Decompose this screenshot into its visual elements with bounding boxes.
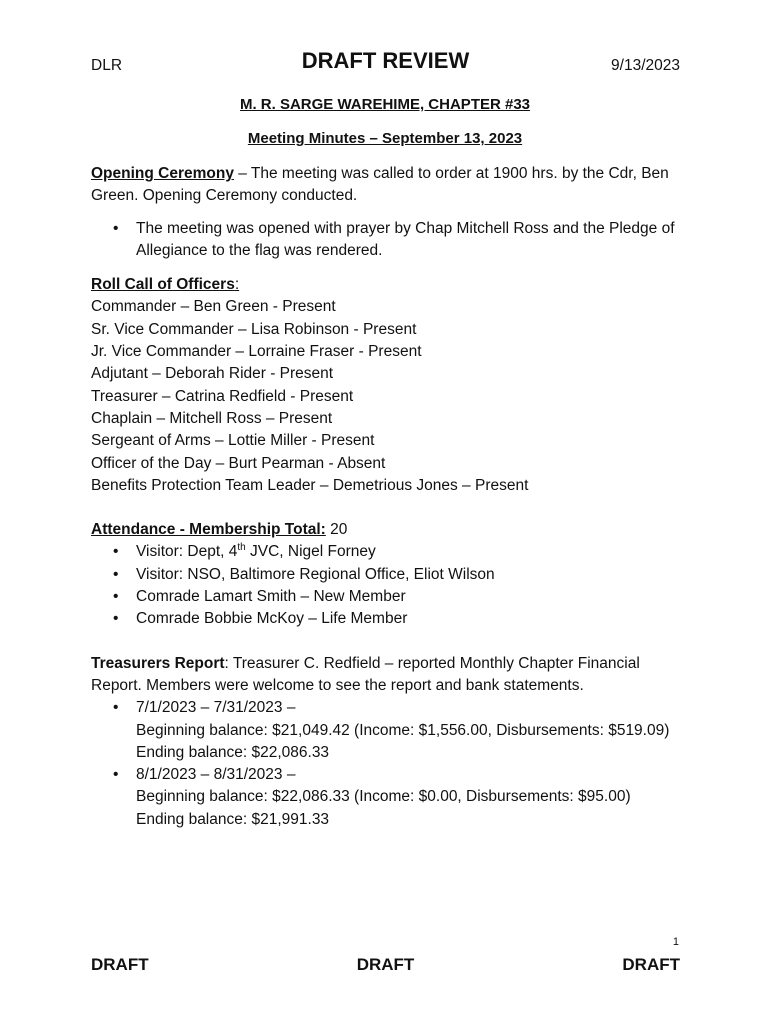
footer-draft-center: DRAFT [356,955,415,974]
roll-call-colon: : [234,276,240,294]
list-item [91,697,681,764]
officer-line: Benefits Protection Team Leader – Demetrious Jones – Present [91,476,529,494]
beginning-balance: Beginning balance: $22,086.33 (Income: $0.00, Disbursements: $95.00) [136,788,631,806]
opening-heading: Opening Ceremony [91,165,234,182]
officer-list [91,296,681,497]
visitor-text: Visitor: Dept, 4 [136,543,238,561]
attendance-total: 20 [325,521,348,539]
treasurer-list [91,697,681,831]
ending-balance: Ending balance: $21,991.33 [136,810,330,828]
list-item: • Comrade Bobbie McKoy – Life Member [91,608,681,630]
ending-balance: Ending balance: $22,086.33 [136,743,330,761]
officer-line: Commander – Ben Green - Present [91,298,336,316]
header-initials: DLR [91,57,123,74]
officer-line: Sr. Vice Commander – Lisa Robinson - Present [91,320,417,338]
footer-draft-left: DRAFT [91,955,149,974]
period-label: • 8/1/2023 – 8/31/2023 – [136,766,296,784]
page-number: 1 [672,936,679,948]
beginning-balance: Beginning balance: $21,049.42 (Income: $1,556.00, Disbursements: $519.09) [136,721,670,739]
page-header [91,48,680,82]
minutes-title: Meeting Minutes – September 13, 2023 [247,130,523,147]
visitor-text-end: JVC, Nigel Forney [245,543,376,561]
ordinal-suffix: th [237,542,246,554]
opening-list [91,218,681,263]
opening-text: – The meeting was called to order at 1900 hrs. by the Cdr, Ben Green. Opening Ceremony conducted. [91,165,669,205]
officer-line: Chaplain – Mitchell Ross – Present [91,409,333,427]
list-item [91,764,681,831]
list-item: • The meeting was opened with prayer by Chap Mitchell Ross and the Pledge of Allegiance to the flag was rendered. [91,218,681,263]
opening-paragraph [91,163,681,208]
organization-title: M. R. SARGE WAREHIME, CHAPTER #33 [239,96,531,113]
list-item [91,541,681,563]
officer-line: Sergeant of Arms – Lottie Miller - Present [91,432,375,450]
officer-line: Jr. Vice Commander – Lorraine Fraser - Present [91,343,422,361]
officer-line: Treasurer – Catrina Redfield - Present [91,387,354,405]
attendance-heading: Attendance - Membership Total: [91,521,326,539]
list-item: • Visitor: NSO, Baltimore Regional Office, Eliot Wilson [91,564,681,586]
list-item: • Comrade Lamart Smith – New Member [91,586,681,608]
treasurer-paragraph [91,653,681,698]
attendance-heading-line [91,519,681,541]
minutes-body [91,163,681,831]
period-label: • 7/1/2023 – 7/31/2023 – [136,699,296,717]
footer-draft-right: DRAFT [622,955,680,974]
officer-line: Officer of the Day – Burt Pearman - Absent [91,454,386,472]
roll-call-heading: Roll Call of Officers [91,276,235,294]
header-date: 9/13/2023 [611,57,680,74]
treasurer-heading: Treasurers Report [91,654,225,672]
page-footer [91,955,680,979]
treasurer-text: : Treasurer C. Redfield – reported Monthly Chapter Financial Report. Members were welcome to see the report and bank statements. [91,654,640,694]
header-draft-review: DRAFT REVIEW [301,48,470,73]
attendance-list [91,541,681,630]
officer-line: Adjutant – Deborah Rider - Present [91,365,334,383]
roll-call-heading-line [91,274,681,296]
